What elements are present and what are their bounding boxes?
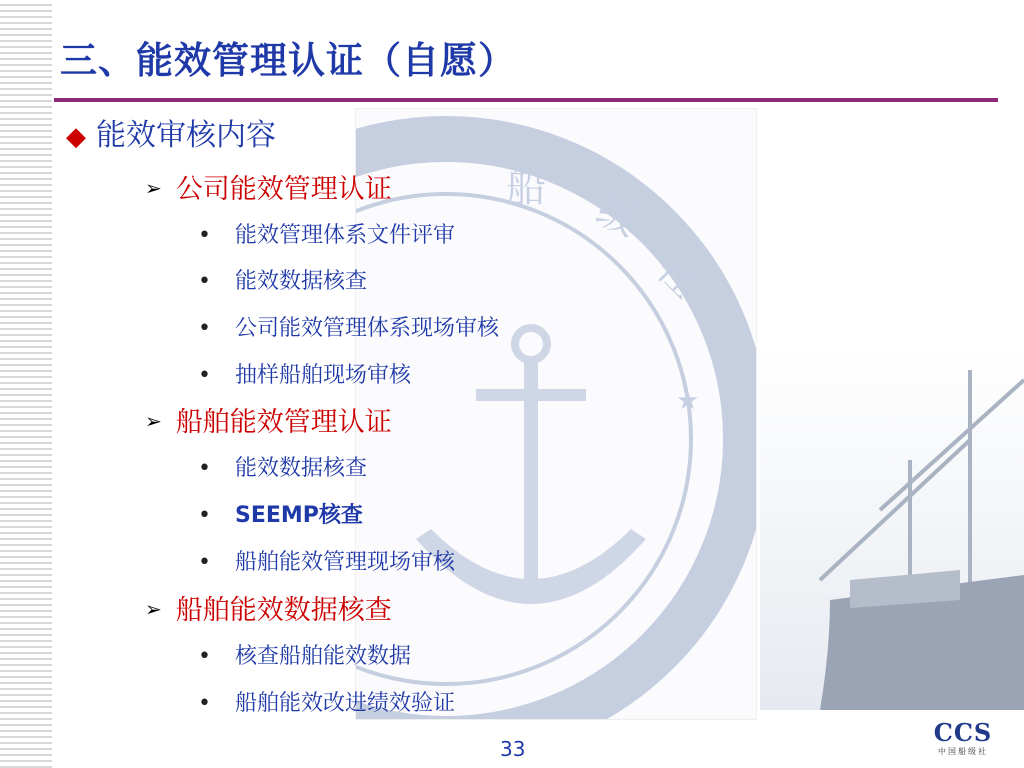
bullet-icon: • — [198, 644, 211, 669]
watermark-char-2: 级 — [589, 186, 646, 246]
list-item — [198, 639, 411, 670]
list-item — [198, 451, 367, 482]
arrow-bullet-icon: ➢ — [145, 597, 162, 621]
list-item — [198, 311, 499, 342]
logo-subtext: 中国船级社 — [938, 747, 988, 756]
bullet-icon: • — [198, 550, 211, 575]
subheading-text: 船舶能效数据核查 — [175, 595, 392, 626]
bullet-icon: • — [198, 456, 211, 481]
subheading-ship-certification — [145, 400, 392, 439]
subheading-text: 船舶能效管理认证 — [175, 407, 392, 438]
list-item-text: 能效数据核查 — [234, 269, 367, 294]
ccs-logo — [928, 720, 998, 764]
arrow-bullet-icon: ➢ — [145, 176, 162, 200]
page-number: 33 — [500, 737, 526, 761]
list-item-text: 能效管理体系文件评审 — [234, 223, 455, 248]
bullet-icon: • — [198, 503, 211, 528]
watermark-seal — [355, 108, 757, 720]
slide-title: 三、能效管理认证（自愿） — [60, 39, 516, 82]
list-item-text: SEEMP核查 — [234, 503, 363, 528]
subheading-ship-data-verification — [145, 588, 392, 627]
list-item — [198, 218, 455, 249]
bullet-icon: • — [198, 269, 211, 294]
watermark-char-1: 船 — [506, 165, 546, 211]
subheading-company-certification — [145, 167, 392, 206]
ship-image — [760, 350, 1024, 710]
section-heading-text: 能效审核内容 — [96, 118, 276, 153]
list-item — [198, 264, 367, 295]
list-item-text: 船舶能效管理现场审核 — [234, 550, 455, 575]
arrow-bullet-icon: ➢ — [145, 409, 162, 433]
logo-text: CCS — [933, 718, 993, 747]
list-item — [198, 686, 455, 717]
watermark-char-3: 社 — [647, 246, 709, 308]
diamond-icon: ◆ — [66, 122, 86, 152]
list-item-text: 公司能效管理体系现场审核 — [234, 316, 499, 341]
list-item-text: 船舶能效改进绩效验证 — [234, 691, 455, 716]
list-item-text: 核查船舶能效数据 — [234, 644, 411, 669]
section-heading — [66, 110, 276, 154]
bullet-icon: • — [198, 223, 211, 248]
list-item-text: 抽样船舶现场审核 — [234, 363, 411, 388]
bullet-icon: • — [198, 363, 211, 388]
watermark-star: ★ — [676, 386, 700, 416]
list-item — [198, 358, 411, 389]
decorative-stripes — [0, 0, 52, 768]
bullet-icon: • — [198, 316, 211, 341]
list-item-text: 能效数据核查 — [234, 456, 367, 481]
subheading-text: 公司能效管理认证 — [175, 174, 392, 205]
title-divider — [54, 98, 998, 102]
bullet-icon: • — [198, 691, 211, 716]
list-item — [198, 545, 455, 576]
list-item — [198, 498, 363, 529]
